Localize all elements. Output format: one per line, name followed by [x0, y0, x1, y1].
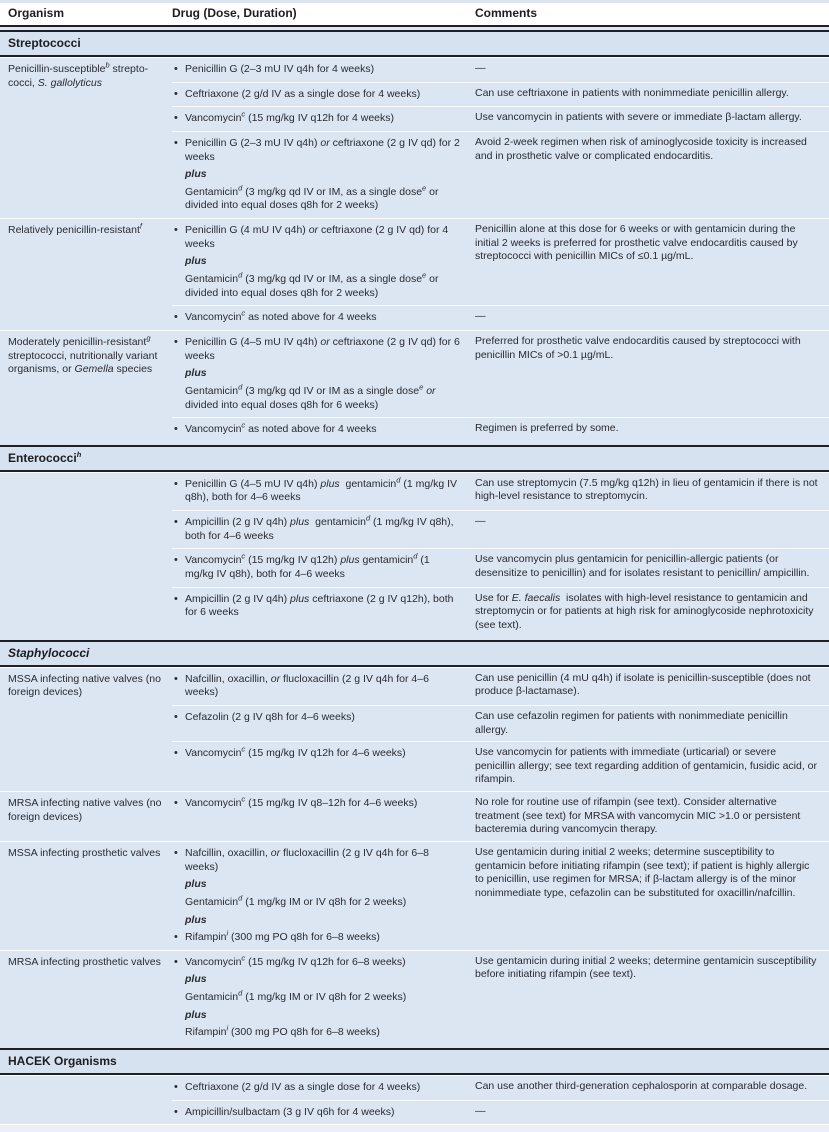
- drug-cell: [172, 136, 475, 214]
- comment-cell: Penicillin alone at this dose for 6 weeks or with gentamicin during the initial 2 weeks is preferred for prosthetic valve endocarditis caused by streptococci with penicillin MICs of ≤0.1 µg/mL.: [475, 223, 798, 263]
- drug-comment-entries: [172, 792, 829, 841]
- comment-cell: Regimen is preferred by some.: [475, 422, 619, 435]
- drug-bullet-line: • Vancomycin$^c$ (15 mg/kg IV q12h for 4 weeks): [172, 112, 461, 126]
- organism-cell: MRSA infecting prosthetic valves: [8, 955, 161, 968]
- column-header-organism: Organism: [8, 6, 65, 20]
- drug-continuation-line: Gentamicin$^d$ (3 mg/kg qd IV or IM as a single dose$^e$ or divided into equal doses q8h for 6 weeks): [185, 382, 436, 411]
- drug-bullet-line: • Vancomycin$^c$ as noted above for 4 weeks: [172, 311, 461, 325]
- drug-entry-row: [172, 1076, 829, 1100]
- drug-cell: [172, 223, 475, 301]
- drug-cell: [172, 87, 475, 103]
- organism-cell: [0, 473, 172, 637]
- comment-cell: Use vancomycin for patients with immediate (urticarial) or severe penicillin allergy; see text regarding addition of gentamicin, fusidic acid, or rifampin.: [475, 746, 818, 786]
- table-body: [0, 30, 829, 1124]
- column-header-drug: Drug (Dose, Duration): [172, 6, 297, 20]
- comment-cell: —: [475, 515, 486, 528]
- drug-entry-row: [172, 219, 829, 305]
- plus-connector: plus: [185, 973, 207, 986]
- drug-continuation-line: Gentamicin$^d$ (3 mg/kg qd IV or IM, as a single dose$^e$ or divided into equal doses q8h for 2 weeks): [185, 183, 439, 212]
- comment-cell: —: [475, 62, 486, 74]
- drug-cell: [172, 846, 475, 946]
- drug-bullet-line: • Vancomycin$^c$ (15 mg/kg IV q12h) plus gentamicin$^d$ (1 mg/kg IV q8h), both for 4–6 weeks: [172, 554, 461, 581]
- table-row: [0, 1075, 829, 1124]
- drug-bullet-line: • Ampicillin (2 g IV q4h) plus ceftriaxone (2 g IV q12h), both for 6 weeks: [172, 593, 461, 620]
- drug-entry-row: [172, 58, 829, 82]
- organism-cell: [0, 1076, 172, 1124]
- comment-cell: Use gentamicin during initial 2 weeks; determine gentamicin susceptibility before initiating rifampin (see text).: [475, 954, 817, 981]
- table-bottom-strip: [0, 1124, 829, 1132]
- drug-cell: [172, 111, 475, 127]
- drug-cell: [172, 422, 475, 438]
- table-row: [0, 330, 829, 442]
- organism-cell: Penicillin-susceptible$^b$ streptococci, S. gallolyticus: [8, 60, 149, 89]
- comment-cell: —: [475, 1104, 486, 1117]
- drug-entry-row: [172, 510, 829, 548]
- drug-entry-row: [172, 106, 829, 131]
- organism-cell: Moderately penicillin-resistant$^g$ streptococci, nutritionally variant organisms, or Gemella species: [8, 333, 158, 376]
- drug-bullet-line: • Rifampin$^i$ (300 mg PO q8h for 6–8 weeks): [172, 931, 461, 945]
- drug-cell: [172, 592, 475, 633]
- drug-cell: [172, 553, 475, 582]
- organism-cell: MSSA infecting native valves (no foreign devices): [8, 672, 161, 699]
- table-row: [0, 950, 829, 1045]
- drug-comment-entries: [172, 842, 829, 950]
- drug-comment-entries: [172, 473, 829, 637]
- table-row: [0, 218, 829, 330]
- drug-bullet-line: • Ampicillin (2 g IV q4h) plus gentamicin$^d$ (1 mg/kg IV q8h), both for 4–6 weeks: [172, 516, 461, 543]
- plus-connector: plus: [185, 1008, 207, 1021]
- drug-bullet-line: • Nafcillin, oxacillin, or flucloxacillin (2 g IV q4h for 4–6 weeks): [172, 673, 461, 700]
- plus-connector: plus: [185, 878, 207, 891]
- comment-cell: Avoid 2-week regimen when risk of aminoglycoside toxicity is increased and in prosthetic valve or complicated endocarditis.: [475, 135, 807, 162]
- drug-bullet-line: • Nafcillin, oxacillin, or flucloxacillin (2 g IV q4h for 6–8 weeks): [172, 847, 461, 874]
- comment-cell: Use for E. faecalis isolates with high-level resistance to gentamicin and streptomycin or for patients at high risk for aminoglycoside nephrotoxicity (see text).: [475, 591, 814, 631]
- drug-comment-entries: [172, 331, 829, 442]
- drug-cell: [172, 477, 475, 506]
- comment-cell: Can use streptomycin (7.5 mg/kg q12h) in lieu of gentamicin if there is not high-level resistance to streptomycin.: [475, 476, 818, 503]
- table-row: [0, 841, 829, 950]
- drug-bullet-line: • Ceftriaxone (2 g/d IV as a single dose for 4 weeks): [172, 1081, 461, 1095]
- comment-cell: Can use cefazolin regimen for patients with nonimmediate penicillin allergy.: [475, 709, 788, 736]
- drug-entry-row: [172, 331, 829, 417]
- drug-comment-entries: [172, 668, 829, 791]
- comment-cell: Use vancomycin plus gentamicin for penicillin-allergic patients (or desensitize to penicillin) and for isolates resistant to penicillin/ ampicillin.: [475, 553, 810, 580]
- drug-continuation-line: Gentamicin$^d$ (3 mg/kg qd IV or IM, as a single dose$^e$ or divided into equal doses q8h for 2 weeks): [185, 270, 439, 299]
- drug-comment-entries: [172, 951, 829, 1045]
- drug-comment-entries: [172, 219, 829, 330]
- drug-entry-row: [172, 82, 829, 107]
- drug-continuation-line: Gentamicin$^d$ (1 mg/kg IM or IV q8h for 2 weeks): [185, 893, 407, 908]
- drug-cell: [172, 746, 475, 787]
- drug-entry-row: [172, 587, 829, 637]
- section-header: Enterococci$^h$: [0, 445, 829, 472]
- drug-entry-row: [172, 741, 829, 791]
- drug-bullet-line: • Vancomycin$^c$ (15 mg/kg IV q12h for 4–6 weeks): [172, 747, 461, 761]
- comment-cell: Can use ceftriaxone in patients with nonimmediate penicillin allergy.: [475, 86, 789, 99]
- section-header: Streptococci: [0, 30, 829, 57]
- drug-bullet-line: • Penicillin G (4 mU IV q4h) or ceftriaxone (2 g IV qd) for 4 weeks: [172, 224, 461, 251]
- drug-entry-row: [172, 951, 829, 1045]
- drug-bullet-line: • Penicillin G (2–3 mU IV q4h) or ceftriaxone (2 g IV qd) for 2 weeks: [172, 137, 461, 164]
- organism-cell: MSSA infecting prosthetic valves: [8, 846, 161, 859]
- comment-cell: Can use another third-generation cephalosporin at comparable dosage.: [475, 1080, 808, 1093]
- table-header-row: [0, 0, 829, 27]
- drug-cell: [172, 796, 475, 837]
- plus-connector: plus: [185, 255, 207, 268]
- table-row: [0, 667, 829, 791]
- drug-cell: [172, 335, 475, 413]
- drug-entry-row: [172, 1100, 829, 1125]
- drug-bullet-line: • Vancomycin$^c$ (15 mg/kg IV q8–12h for 4–6 weeks): [172, 797, 461, 811]
- comment-cell: Preferred for prosthetic valve endocarditis caused by streptococci with penicillin MICs of >0.1 µg/mL.: [475, 334, 801, 361]
- drug-bullet-line: • Penicillin G (2–3 mU IV q4h for 4 weeks): [172, 63, 461, 77]
- comment-cell: Can use penicillin (4 mU q4h) if isolate is penicillin-susceptible (does not produce β-lactamase).: [475, 671, 811, 698]
- organism-cell: MRSA infecting native valves (no foreign devices): [8, 797, 162, 823]
- drug-bullet-line: • Vancomycin$^c$ as noted above for 4 weeks: [172, 423, 461, 437]
- drug-entry-row: [172, 842, 829, 950]
- section-header: Staphylococci: [0, 640, 829, 667]
- comment-cell: No role for routine use of rifampin (see text). Consider alternative treatment (see text) for MRSA with vancomycin MIC >1.0 or persistent bacteremia during vancomycin therapy.: [475, 796, 801, 836]
- drug-entry-row: [172, 131, 829, 218]
- table-row: [0, 791, 829, 841]
- drug-cell: [172, 672, 475, 701]
- drug-cell: [172, 1105, 475, 1121]
- section-header: HACEK Organisms: [0, 1048, 829, 1075]
- drug-entry-row: [172, 705, 829, 741]
- drug-cell: [172, 515, 475, 544]
- drug-continuation-line: Gentamicin$^d$ (1 mg/kg IM or IV q8h for 2 weeks): [185, 988, 407, 1004]
- table-row: [0, 57, 829, 218]
- organism-cell: Relatively penicillin-resistant$^f$: [8, 221, 142, 237]
- drug-bullet-line: • Ceftriaxone (2 g/d IV as a single dose for 4 weeks): [172, 88, 461, 102]
- drug-entry-row: [172, 417, 829, 442]
- drug-comment-entries: [172, 58, 829, 218]
- drug-bullet-line: • Vancomycin$^c$ (15 mg/kg IV q12h for 6–8 weeks): [172, 956, 461, 970]
- drug-comment-entries: [172, 1076, 829, 1124]
- drug-entry-row: [172, 668, 829, 705]
- drug-cell: [172, 710, 475, 737]
- drug-continuation-line: Rifampin$^i$ (300 mg PO q8h for 6–8 weeks): [185, 1023, 380, 1039]
- plus-connector: plus: [185, 367, 207, 380]
- drug-entry-row: [172, 305, 829, 330]
- drug-bullet-line: • Ampicillin/sulbactam (3 g IV q6h for 4 weeks): [172, 1106, 461, 1120]
- drug-entry-row: [172, 548, 829, 586]
- drug-bullet-line: • Cefazolin (2 g IV q8h for 4–6 weeks): [172, 711, 461, 725]
- drug-bullet-line: • Penicillin G (4–5 mU IV q4h) plus gentamicin$^d$ (1 mg/kg IV q8h), both for 4–6 weeks: [172, 478, 461, 505]
- comment-cell: Use vancomycin in patients with severe or immediate β-lactam allergy.: [475, 111, 802, 124]
- plus-connector: plus: [185, 913, 207, 926]
- drug-cell: [172, 1080, 475, 1096]
- column-header-comments: Comments: [475, 6, 538, 20]
- drug-cell: [172, 62, 475, 78]
- drug-bullet-line: • Penicillin G (4–5 mU IV q4h) or ceftriaxone (2 g IV qd) for 6 weeks: [172, 336, 461, 363]
- comment-cell: —: [475, 310, 486, 323]
- comment-cell: Use gentamicin during initial 2 weeks; determine susceptibility to gentamicin before initiating rifampin (see text); if patient is highly allergic to penicillin, use regimen for MRSA; if β-lactam allergy is of the minor nonimmediate type, cefazolin can be substituted for oxacillin/nafcillin.: [475, 845, 810, 899]
- drug-entry-row: [172, 473, 829, 510]
- drug-cell: [172, 955, 475, 1041]
- drug-entry-row: [172, 792, 829, 841]
- table-row: [0, 472, 829, 637]
- plus-connector: plus: [185, 168, 207, 181]
- drug-cell: [172, 310, 475, 326]
